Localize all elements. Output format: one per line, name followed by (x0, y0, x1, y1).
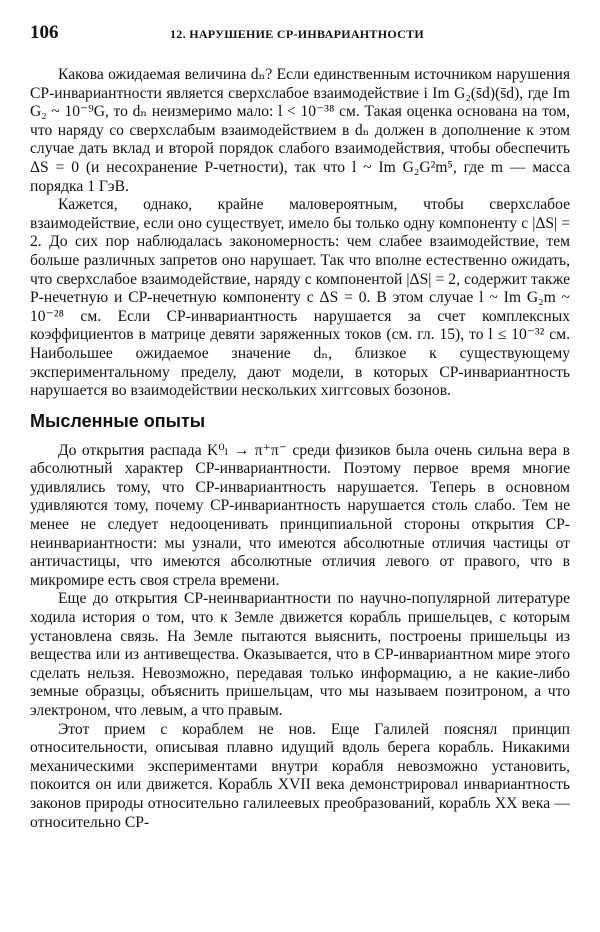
paragraph: Еще до открытия CP-неинвариантности по научно-популярной литературе ходила история о том, что к Земле движется корабль пришельцев, с которым установлена связь. На Земле пытаются выяснить, построены пришельцы из вещества или из антивещества. Оказывается, что в CP-инвариантном мире этого сделать нельзя. Невозможно, передавая только информацию, а не какие-либо земные образцы, объяснить пришельцам, что мы называем позитроном, а что электроном, что левым, а что правым. (30, 590, 570, 719)
paragraph: Этот прием с кораблем не нов. Еще Галилей пояснял принцип относительности, описывая плавно идущий вдоль берега корабль. Никакими механическими экспериментами внутри корабля невозможно установить, покоится он или движется. Корабль XVII века демонстрировал инвариантность законов природы относительно галилеевых преобразований, корабль XX века — относительно CP- (30, 720, 570, 831)
paragraph: Кажется, однако, крайне маловероятным, чтобы сверхслабое взаимодействие, если оно существует, имело бы только одну компоненту с |ΔS| = 2. До сих пор наблюдалась закономерность: чем слабее взаимодействие, тем больше различных запретов оно нарушает. Так что вполне естественно ожидать, что сверхслабое взаимодействие, наряду с компонентой |ΔS| = 2, содержит также P-нечетную и CP-нечетную компоненту с ΔS = 0. В этом случае l ~ Im G₂m ~ 10⁻²⁸ см. Если CP-инвариантность нарушается за счет комплексных коэффициентов в матрице девяти заряженных токов (см. гл. 15), то l ≤ 10⁻³² см. Наибольшее ожидаемое значение dₙ, близкое к существующему экспериментальному пределу, дают модели, в которых CP-инвариантность нарушается во взаимодействии нескольких хиггсовых бозонов. (30, 196, 570, 400)
running-head: 12. НАРУШЕНИЕ CP-ИНВАРИАНТНОСТИ (170, 27, 425, 41)
paragraph: Какова ожидаемая величина dₙ? Если единственным источником нарушения CP-инвариантности является сверхслабое взаимодействие i Im G₂(s̄d)(s̄d), где Im G₂ ~ 10⁻⁹G, то dₙ неизмеримо мало: l < 10⁻³⁸ см. Такая оценка основана на том, что наряду со сверхслабым взаимодействием в dₙ должен в дополнение к этом случае дать вклад и второй порядок слабого взаимодействия, чтобы обеспечить ΔS = 0 (и несохранение P-четности), так что l ~ Im G₂G²m⁵, где m — масса порядка 1 ГэВ. (30, 66, 570, 195)
section-title: Мысленные опыты (30, 410, 206, 431)
page-header (30, 22, 570, 50)
paragraph: До открытия распада K⁰ₗ → π⁺π⁻ среди физиков была очень сильна вера в абсолютный характер CP-инвариантности. Поэтому первое время многие удивлялись тому, что CP-инвариантность нарушается. Теперь в основном удивляются тому, почему CP-инвариантность нарушается столь слабо. Тем не менее не следует недооценивать принципиальной стороны открытия CP-неинвариантности: мы узнали, что имеются абсолютные отличия частицы от античастицы, что имеются абсолютные отличия левого от правого, что в микромире есть своя стрела времени. (30, 441, 570, 589)
page-number: 106 (30, 22, 59, 43)
page-body (30, 66, 570, 832)
